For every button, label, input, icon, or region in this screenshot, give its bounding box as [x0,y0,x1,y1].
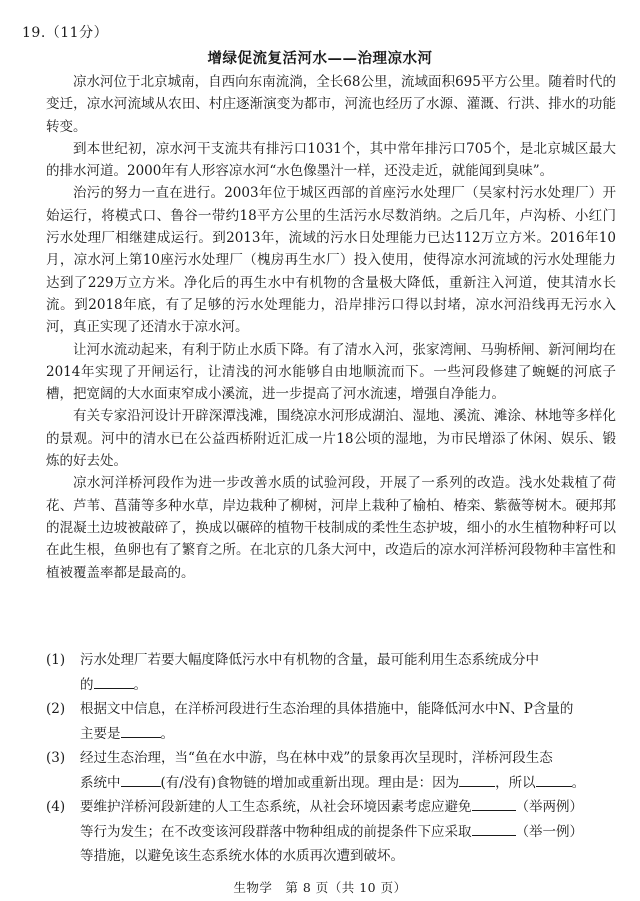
sub-questions [46,648,621,869]
answer-blank[interactable] [121,771,161,787]
question-text-line [80,820,621,845]
answer-blank[interactable] [472,820,516,836]
question-text: 。 [160,725,174,742]
question-number: 19.（11分） [22,25,109,41]
question-text: ，所以 [495,774,536,791]
paragraph: 凉水河位于北京城南，自西向东南流淌，全长68公里，流域面积695平方公里。随着时代的变迁，凉水河流域从农田、村庄逐渐演变为都市，河流也经历了水源、灌溉、行洪、排水的功能转变。 [46,74,616,135]
question-text: 污水处理厂若要大幅度降低污水中有机物的含量，最可能利用生态系统成分中 [80,652,539,668]
paragraph: 凉水河洋桥河段作为进一步改善水质的试验河段，开展了一系列的改造。浅水处栽植了荷花、芦苇、菖蒲等多种水草，岸边栽种了柳树，河岸上栽种了榆柏、椿栾、紫薇等树木。硬邦邦的混凝土边坡被敲碎了，换成以碾碎的植物干枝制成的柔性生态护坡，细小的水生植物种籽可以在此生根，鱼卵也有了繁育之所。在北京的几条大河中，改造后的凉水河洋桥河段物种丰富性和植被覆盖率都是最高的。 [46,475,616,581]
answer-blank[interactable] [472,795,516,811]
question-text: 等行为发生；在不改变该河段群落中物种组成的前提条件下应采取 [80,823,472,840]
sub-question-number: (1) [46,652,66,668]
question-text-line [80,673,621,698]
paragraph: 到本世纪初，凉水河干支流共有排污口1031个，其中常年排污口705个，是北京城区最大的排水河道。2000年有人形容凉水河“水色像墨汁一样，还没走近，就能闻到臭味”。 [46,140,616,180]
question-text: 。 [133,676,147,693]
question-text: 主要是 [80,725,121,742]
question-text-line [80,771,621,796]
question-text: 的 [80,676,94,693]
answer-blank[interactable] [459,771,495,787]
sub-question-1 [46,648,621,697]
question-text: 要维护洋桥河段新建的人工生态系统，从社会环境因素考虑应避免 [80,799,472,815]
question-text: 系统中 [80,774,121,791]
sub-question-3 [46,746,621,795]
answer-blank[interactable] [536,771,572,787]
sub-question-2 [46,697,621,746]
sub-question-number: (2) [46,701,66,717]
paragraph: 让河水流动起来，有利于防止水质下降。有了清水入河，张家湾闸、马驹桥闸、新河闸均在2014年实现了开闸运行，让清浅的河水能够自由地顺流而下。一些河段修建了蜿蜒的河底子槽，把宽阔的大水面束窄成小溪流，进一步提高了河水流速，增强自净能力。 [46,341,616,403]
question-text-line [80,795,621,820]
question-text: （举一例） [515,823,583,840]
sub-question-4 [46,795,621,869]
question-text: 经过生态治理，当“鱼在水中游，鸟在林中戏”的景象再次呈现时，洋桥河段生态 [80,750,553,766]
paragraph: 治污的努力一直在进行。2003年位于城区西部的首座污水处理厂（吴家村污水处理厂）开始运行，将模式口、鲁谷一带约18平方公里的生活污水尽数消纳。之后几年，卢沟桥、小红门污水处理厂相继建成运行。到2013年，流域的污水日处理能力已达112万立方米。2016年10月，凉水河上第10座污水处理厂（槐房再生水厂）投入使用，使得凉水河流域的污水处理能力达到了229万立方米。净化后的再生水中有机物的含量极大降低，重新注入河道，使其清水长流。到2018年底，有了足够的污水处理能力，沿岸排污口得以封堵，凉水河沿线再无污水入河，真正实现了还清水于凉水河。 [46,185,616,336]
sub-question-number: (4) [46,799,66,815]
question-text: 根据文中信息，在洋桥河段进行生态治理的具体措施中，能降低河水中N、P含量的 [80,701,574,717]
answer-blank[interactable] [94,673,134,689]
question-text: 。 [571,774,586,791]
article-body [46,71,616,584]
question-text: (有/没有)食物链的增加或重新出现。理由是：因为 [160,774,460,791]
question-text-line [80,722,621,747]
question-text: （举两例） [515,799,583,815]
article-title: 增绿促流复活河水——治理凉水河 [207,50,433,67]
page-footer: 生物学 第 8 页（共 10 页） [233,880,407,895]
paragraph: 有关专家沿河设计开辟深潭浅滩，围绕凉水河形成湖泊、湿地、溪流、滩涂、林地等多样化的景观。河中的清水已在公益西桥附近汇成一片18公顷的湿地，为市民增添了休闲、娱乐、锻炼的好去处。 [46,408,616,470]
sub-question-number: (3) [46,750,66,766]
question-text: 等措施，以避免该生态系统水体的水质再次遭到破坏。 [80,848,404,864]
answer-blank[interactable] [121,722,161,738]
